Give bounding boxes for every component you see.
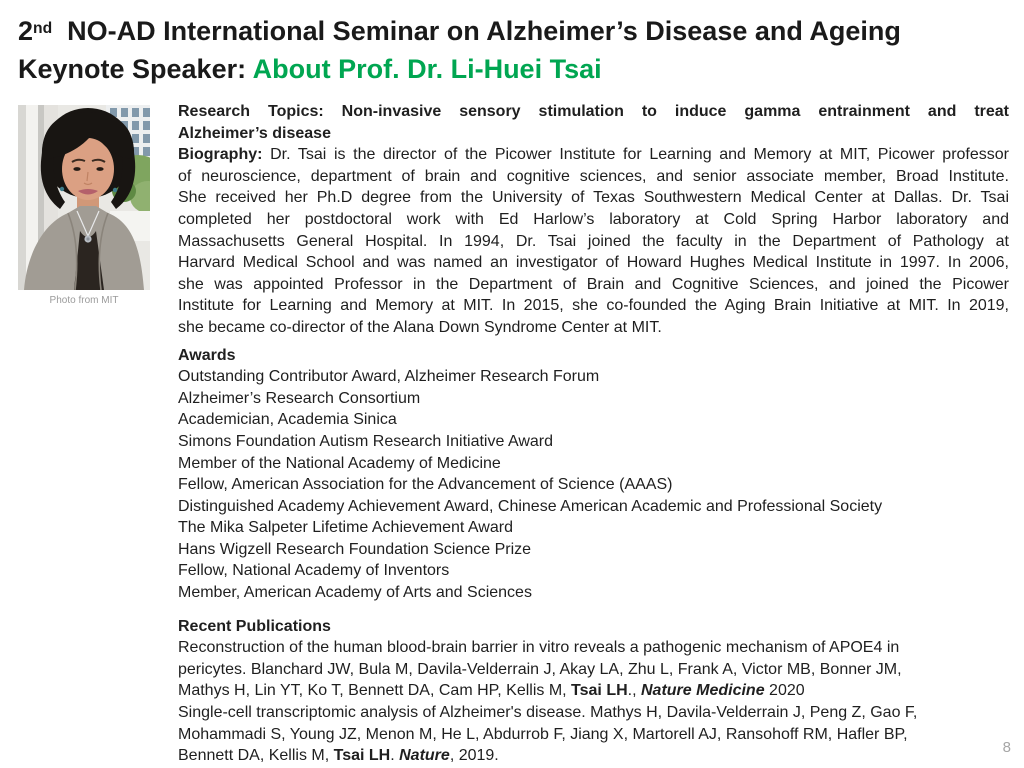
award-item: Simons Foundation Autism Research Initiative Award (178, 432, 554, 450)
page-number: 8 (1002, 739, 1011, 756)
publication-line: Bennett DA, Kellis M, Tsai LH. Nature, 2019. (178, 747, 499, 765)
slide-header (18, 10, 1008, 88)
award-item: Outstanding Contributor Award, Alzheimer Research Forum (178, 368, 600, 386)
biography-line: Biography: Dr. Tsai is the director of the Picower Institute for Learning and Memory at MIT, Picower professor (178, 146, 1009, 164)
awards-heading: Awards (178, 346, 236, 364)
award-item: Hans Wigzell Research Foundation Science Prize (178, 540, 532, 558)
highlighted-author: Tsai LH (333, 747, 391, 765)
speaker-photo-figure (18, 105, 150, 307)
award-item: Fellow, American Association for the Advancement of Science (AAAS) (178, 476, 673, 494)
photo-caption: Photo from MIT (49, 295, 119, 306)
title-text: NO-AD International Seminar on Alzheimer’s Disease and Ageing (52, 16, 901, 47)
biography-line: She received her Ph.D degree from the University of Texas Southwestern Medical Center at Dallas. Dr. Tsai (178, 189, 1009, 207)
award-item: Alzheimer’s Research Consortium (178, 389, 421, 407)
research-topics-label: Research Topics: (178, 103, 324, 120)
biography (178, 144, 1009, 338)
publication-line: Mohammadi S, Young JZ, Menon M, He L, Abdurrob F, Jiang X, Martorell AJ, Ransohoff RM, Hafler BP, (178, 725, 908, 743)
speaker-photo (18, 105, 150, 290)
publication-line: Mathys H, Lin YT, Ko T, Bennett DA, Cam HP, Kellis M, Tsai LH., Nature Medicine 2020 (178, 682, 805, 700)
title-superscript: nd (33, 20, 53, 37)
research-topics (178, 101, 1009, 144)
biography-line: Institute for Learning and Memory at MIT. In 2015, she co-founded the Aging Brain Initiative at MIT. In 2019, (178, 297, 1009, 315)
awards-section (178, 345, 1009, 604)
award-item: Academician, Academia Sinica (178, 411, 397, 429)
biography-label: Biography: (178, 146, 263, 164)
publications-section (178, 616, 1009, 767)
publication-entry (178, 702, 1009, 767)
keynote-line (18, 50, 1008, 88)
journal-name: Nature (399, 747, 450, 765)
award-item: Member, American Academy of Arts and Sciences (178, 584, 532, 602)
highlighted-author: Tsai LH (571, 682, 628, 700)
slide-body (178, 101, 1009, 767)
biography-line: she was appointed Professor in the Department of Brain and Cognitive Sciences, and joined the Picower (178, 275, 1009, 293)
publication-line: Single-cell transcriptomic analysis of Alzheimer's disease. Mathys H, Davila-Velderrain J, Peng Z, Gao F, (178, 704, 918, 722)
title-prefix: 2 (18, 16, 34, 47)
biography-line: Massachusetts General Hospital. In 1994, Dr. Tsai joined the faculty in the Department of Pathology at (178, 232, 1009, 250)
keynote-label: Keynote Speaker: (18, 54, 253, 85)
biography-line: she became co-director of the Alana Down Syndrome Center at MIT. (178, 318, 662, 336)
biography-line: completed her postdoctoral work with Ed Harlow’s laboratory at Cold Spring Harbor laboratory and (178, 210, 1009, 228)
award-item: Distinguished Academy Achievement Award, Chinese American Academic and Professional Society (178, 497, 883, 515)
award-item: Member of the National Academy of Medicine (178, 454, 501, 472)
award-item: The Mika Salpeter Lifetime Achievement Award (178, 519, 513, 537)
research-topics-line: Research Topics: Non-invasive sensory stimulation to induce gamma entrainment and treat (178, 103, 1009, 120)
biography-line: Harvard Medical School and was named an investigator of Howard Hughes Medical Institute in 1997. In 2006, (178, 254, 1009, 272)
keynote-speaker-name: About Prof. Dr. Li-Huei Tsai (252, 54, 602, 85)
publication-line: Reconstruction of the human blood-brain barrier in vitro reveals a pathogenic mechanism of APOE4 in (178, 639, 900, 657)
award-item: Fellow, National Academy of Inventors (178, 562, 450, 580)
biography-line: of neuroscience, department of brain and cognitive sciences, and senior associate member, Broad Institute. (178, 167, 1009, 185)
publications-heading: Recent Publications (178, 617, 331, 635)
journal-name: Nature Medicine (641, 682, 765, 700)
publication-entry (178, 637, 1009, 702)
publication-line: pericytes. Blanchard JW, Bula M, Davila-Velderrain J, Akay LA, Zhu L, Frank A, Victor MB, Bonner JM, (178, 660, 902, 678)
research-topics-line: Alzheimer’s disease (178, 124, 331, 142)
slide-title (18, 10, 1008, 50)
